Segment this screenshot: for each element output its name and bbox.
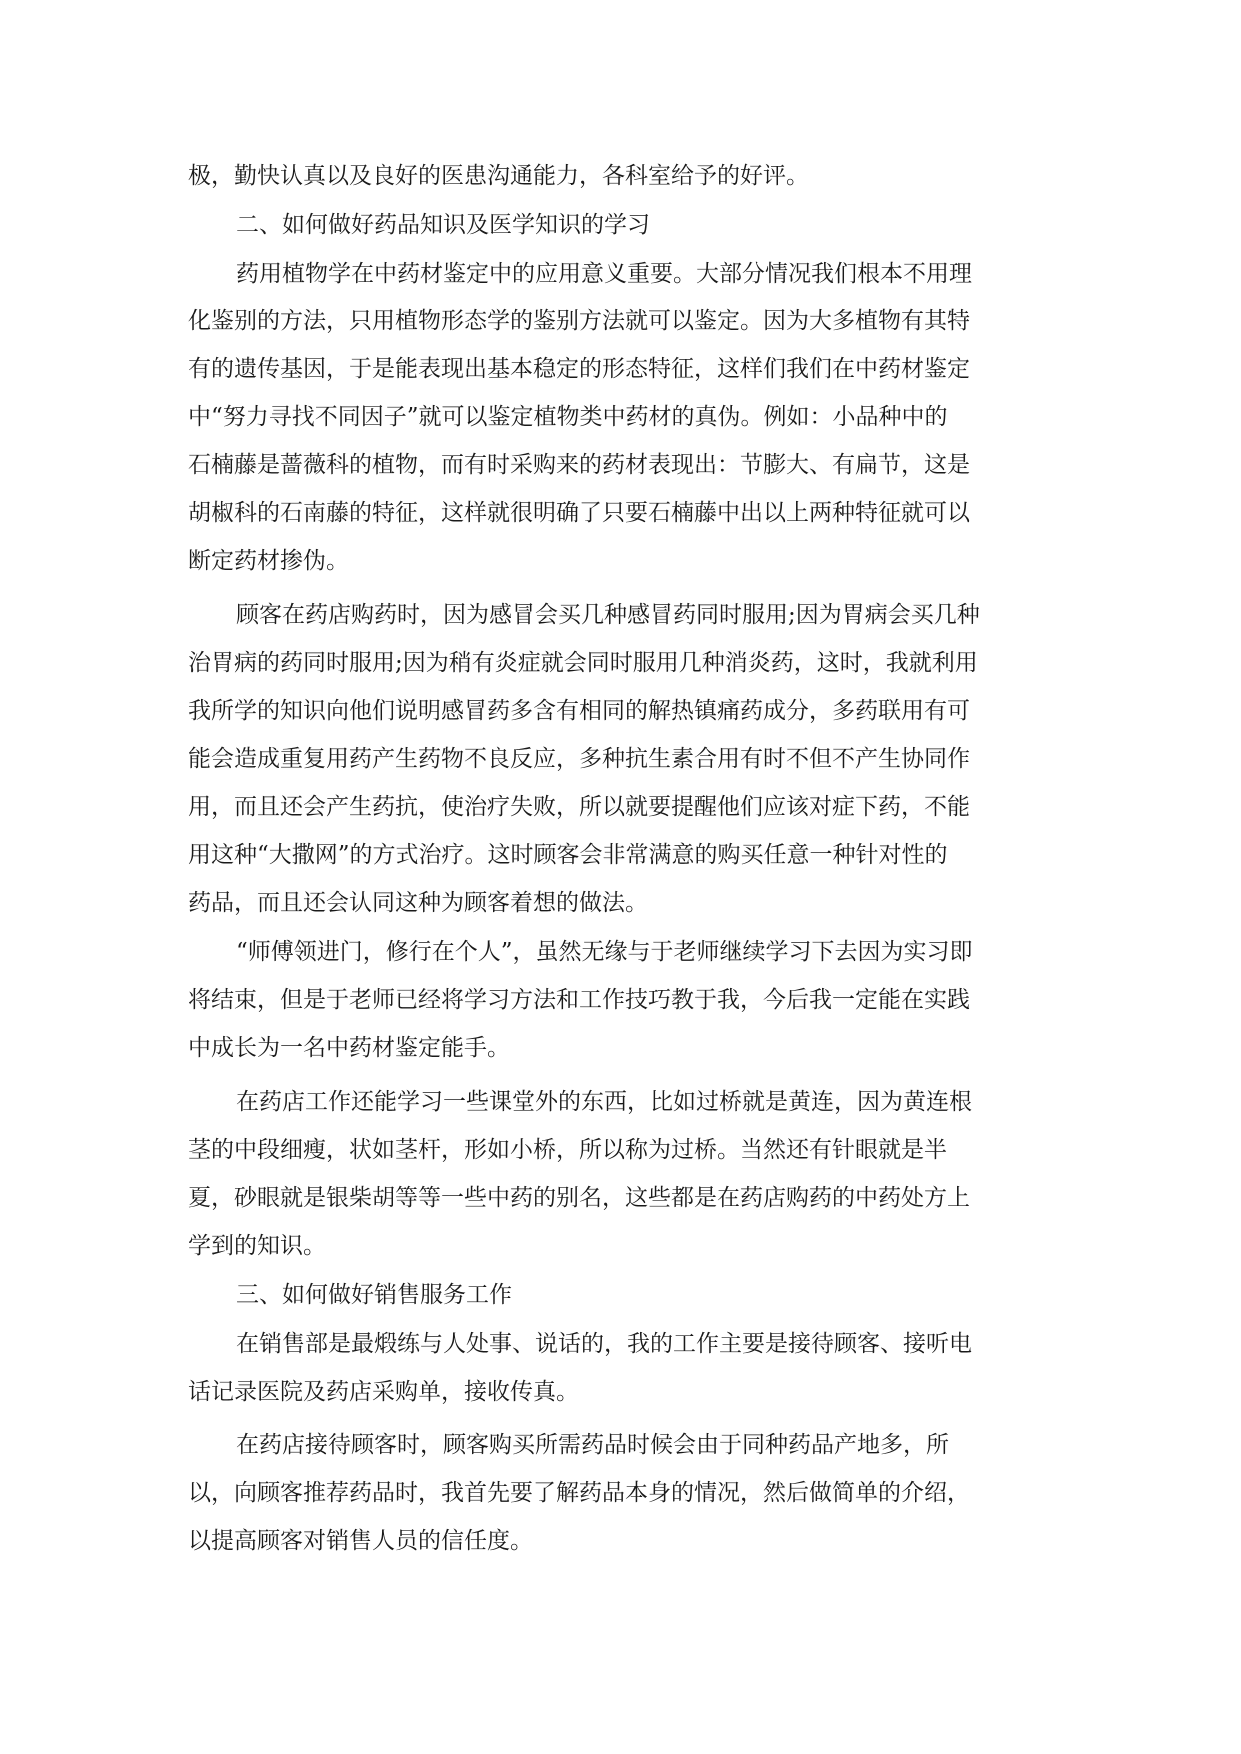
text-line: 中“努力寻找不同因子”就可以鉴定植物类中药材的真伪。例如：小品种中的 xyxy=(188,404,948,430)
text-line: 有的遗传基因，于是能表现出基本稳定的形态特征，这样们我们在中药材鉴定 xyxy=(188,356,970,382)
text-line: 顾客在药店购药时，因为感冒会买几种感冒药同时服用;因为胃病会买几种 xyxy=(236,602,980,628)
text-line: 以提高顾客对销售人员的信任度。 xyxy=(188,1528,533,1554)
text-line: 治胃病的药同时服用;因为稍有炎症就会同时服用几种消炎药，这时，我就利用 xyxy=(188,650,978,676)
text-line: 用，而且还会产生药抗，使治疗失败，所以就要提醒他们应该对症下药，不能 xyxy=(188,794,970,820)
text-line: 学到的知识。 xyxy=(188,1233,326,1259)
text-line: 在药店工作还能学习一些课堂外的东西，比如过桥就是黄连，因为黄连根 xyxy=(236,1089,972,1115)
text-line: 话记录医院及药店采购单，接收传真。 xyxy=(188,1379,579,1405)
text-line: 在药店接待顾客时，顾客购买所需药品时候会由于同种药品产地多，所 xyxy=(236,1432,949,1458)
text-line: 我所学的知识向他们说明感冒药多含有相同的解热镇痛药成分，多药联用有可 xyxy=(188,698,970,724)
text-line: 茎的中段细瘦，状如茎杆，形如小桥，所以称为过桥。当然还有针眼就是半 xyxy=(188,1137,947,1163)
text-line: 胡椒科的石南藤的特征，这样就很明确了只要石楠藤中出以上两种特征就可以 xyxy=(188,500,970,526)
text-line: 化鉴别的方法，只用植物形态学的鉴别方法就可以鉴定。因为大多植物有其特 xyxy=(188,308,970,334)
text-line: 断定药材掺伪。 xyxy=(188,548,349,574)
text-line: 用这种“大撒网”的方式治疗。这时顾客会非常满意的购买任意一种针对性的 xyxy=(188,842,948,868)
text-line: 以，向顾客推荐药品时，我首先要了解药品本身的情况，然后做简单的介绍， xyxy=(188,1480,970,1506)
section-heading-2: 二、如何做好药品知识及医学知识的学习 xyxy=(236,212,650,238)
text-line: 能会造成重复用药产生药物不良反应，多种抗生素合用有时不但不产生协同作 xyxy=(188,746,970,772)
text-line: 夏，砂眼就是银柴胡等等一些中药的别名，这些都是在药店购药的中药处方上 xyxy=(188,1185,970,1211)
text-line: 将结束，但是于老师已经将学习方法和工作技巧教于我，今后我一定能在实践 xyxy=(188,987,970,1013)
text-line: 极，勤快认真以及良好的医患沟通能力，各科室给予的好评。 xyxy=(188,163,809,189)
text-line: 中成长为一名中药材鉴定能手。 xyxy=(188,1035,510,1061)
text-line: 药用植物学在中药材鉴定中的应用意义重要。大部分情况我们根本不用理 xyxy=(236,261,972,287)
section-heading-3: 三、如何做好销售服务工作 xyxy=(236,1282,512,1308)
text-line: 药品，而且还会认同这种为顾客着想的做法。 xyxy=(188,890,648,916)
text-line: 在销售部是最煅练与人处事、说话的，我的工作主要是接待顾客、接听电 xyxy=(236,1331,972,1357)
text-line: 石楠藤是蔷薇科的植物，而有时采购来的药材表现出：节膨大、有扁节，这是 xyxy=(188,452,970,478)
text-line: “师傅领进门，修行在个人”，虽然无缘与于老师继续学习下去因为实习即 xyxy=(236,939,973,965)
